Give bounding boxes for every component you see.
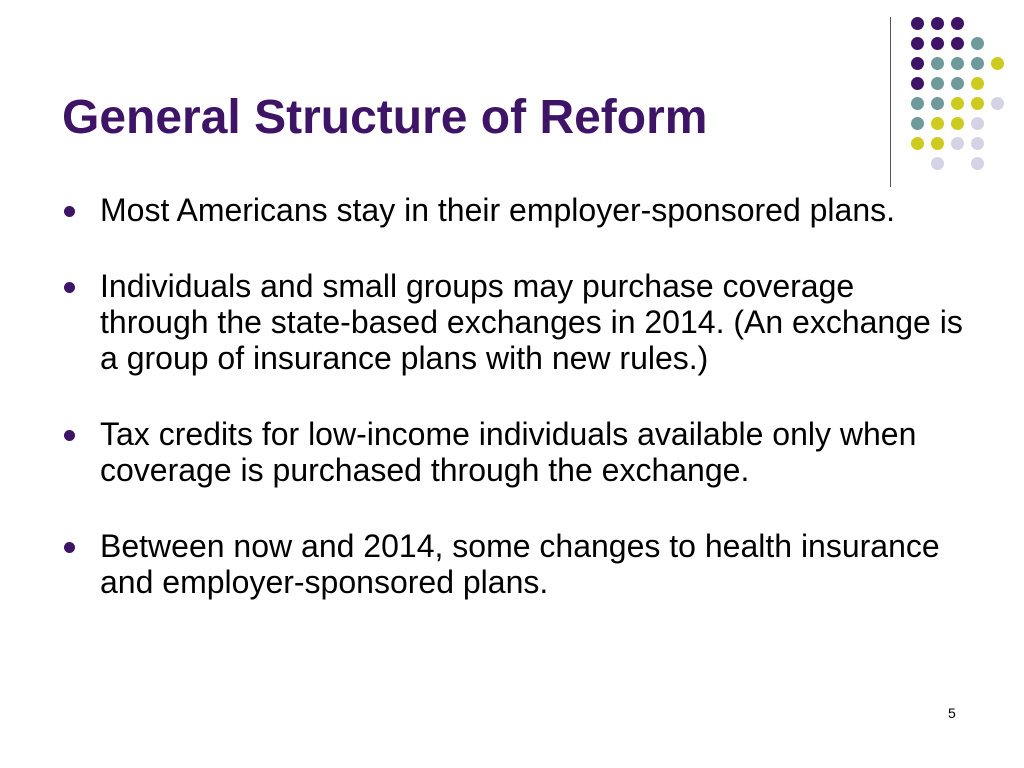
bullet-point-icon bbox=[64, 206, 75, 217]
decorative-dot-lime bbox=[931, 137, 944, 150]
decorative-dot-lime bbox=[931, 117, 944, 130]
decorative-dot-purple bbox=[911, 37, 924, 50]
decorative-dot-lavender bbox=[951, 137, 964, 150]
bullet-item bbox=[64, 192, 964, 228]
decorative-dot-lavender bbox=[971, 157, 984, 170]
decorative-dot-purple bbox=[951, 17, 964, 30]
decorative-dot-teal bbox=[971, 57, 984, 70]
decorative-dot-lime bbox=[951, 97, 964, 110]
bullet-item bbox=[64, 416, 964, 488]
decorative-dot-teal bbox=[931, 77, 944, 90]
decorative-dot-lime bbox=[951, 117, 964, 130]
decorative-dot-teal bbox=[931, 57, 944, 70]
decorative-dot-lavender bbox=[931, 157, 944, 170]
decorative-dot-lavender bbox=[991, 97, 1004, 110]
bullet-point-icon bbox=[64, 542, 75, 553]
decorative-dot-purple bbox=[911, 17, 924, 30]
decorative-dot-lime bbox=[971, 77, 984, 90]
bullet-point-icon bbox=[64, 430, 75, 441]
decorative-dot-purple bbox=[931, 17, 944, 30]
decorative-dot-lime bbox=[971, 97, 984, 110]
bullet-list bbox=[64, 192, 964, 640]
bullet-text: Individuals and small groups may purchase coverage through the state-based exchanges in 2014. (An exchange is a group of insurance plans with new rules.) bbox=[100, 268, 963, 376]
decorative-dot-teal bbox=[931, 97, 944, 110]
decorative-dot-lime bbox=[911, 137, 924, 150]
title-divider-line bbox=[890, 17, 891, 187]
decorative-dot-teal bbox=[971, 37, 984, 50]
decorative-dot-teal bbox=[951, 57, 964, 70]
bullet-text: Between now and 2014, some changes to health insurance and employer-sponsored plans. bbox=[100, 528, 940, 600]
page-number: 5 bbox=[948, 705, 956, 721]
bullet-text: Most Americans stay in their employer-sponsored plans. bbox=[100, 192, 896, 228]
decorative-dot-purple bbox=[911, 57, 924, 70]
decorative-dot-purple bbox=[911, 77, 924, 90]
bullet-item bbox=[64, 528, 964, 600]
bullet-text: Tax credits for low-income individuals available only when coverage is purchased through the exchange. bbox=[100, 416, 917, 488]
bullet-point-icon bbox=[64, 282, 75, 293]
decorative-dot-teal bbox=[911, 117, 924, 130]
decorative-dot-teal bbox=[951, 77, 964, 90]
decorative-dot-purple bbox=[931, 37, 944, 50]
bullet-item bbox=[64, 268, 964, 376]
slide-title: General Structure of Reform bbox=[62, 91, 708, 144]
decorative-dot-purple bbox=[951, 37, 964, 50]
decorative-dot-lime bbox=[991, 57, 1004, 70]
decorative-dot-lavender bbox=[971, 137, 984, 150]
decorative-dot-teal bbox=[911, 97, 924, 110]
decorative-dot-lavender bbox=[971, 117, 984, 130]
